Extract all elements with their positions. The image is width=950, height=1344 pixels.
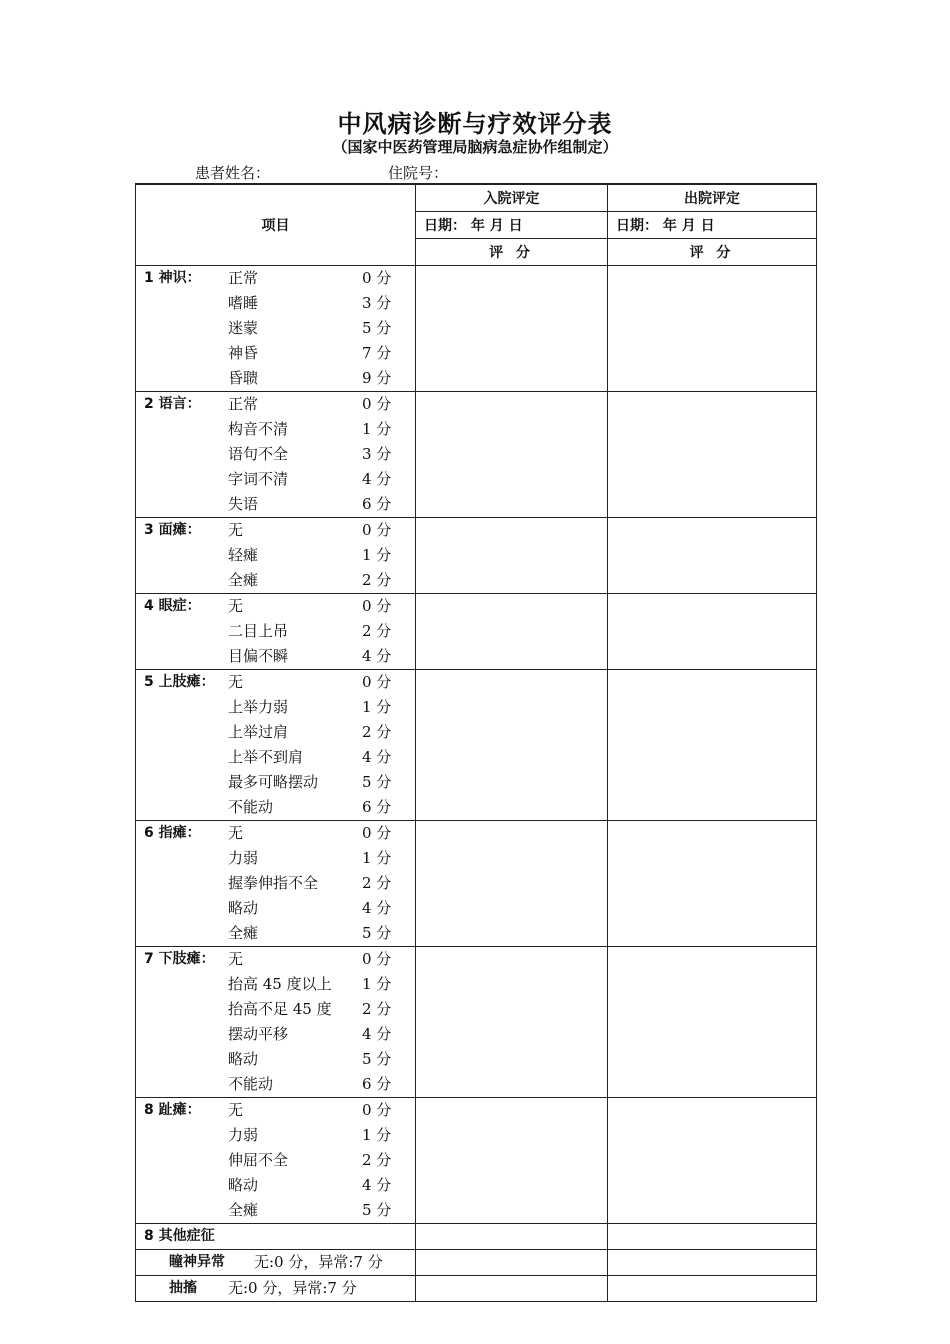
convulsion-label: 抽搐 [169,1279,197,1296]
option-line [136,1098,415,1123]
option-label: 无 [228,520,244,539]
option-label: 全瘫 [228,1200,259,1219]
option-label: 正常 [228,268,259,287]
option-line [136,1123,415,1148]
option-line [136,745,415,770]
admit-date-field[interactable]: 日期： 年 月 日 [416,211,608,238]
option-points: 5 分 [362,1049,392,1068]
option-label: 无 [228,672,244,691]
discharge-score-cell[interactable] [608,265,817,391]
option-points: 5 分 [362,923,392,942]
item-row [136,517,817,593]
discharge-score-cell[interactable] [608,517,817,593]
option-line [136,341,415,366]
option-line [136,695,415,720]
category-label: 4 眼症： [144,597,201,614]
option-points: 0 分 [362,823,392,842]
option-line [136,543,415,568]
option-points: 5 分 [362,318,392,337]
pupil-admit-score[interactable] [416,1249,608,1275]
other-discharge-score[interactable] [608,1223,817,1249]
option-label: 无 [228,596,244,615]
option-line [136,720,415,745]
option-points: 1 分 [362,848,392,867]
option-points: 0 分 [362,1100,392,1119]
category-label: 1 神识： [144,269,201,286]
item-cell [136,1097,416,1223]
admit-score-cell[interactable] [416,669,608,820]
option-line [136,1173,415,1198]
option-points: 4 分 [362,898,392,917]
option-line [136,1072,415,1097]
option-points: 4 分 [362,1024,392,1043]
convulsion-rule: 无:0 分，异常:7 分 [228,1278,357,1297]
convulsion-admit-score[interactable] [416,1275,608,1301]
option-label: 失语 [228,494,259,513]
option-line [136,316,415,341]
option-points: 0 分 [362,672,392,691]
option-points: 9 分 [362,368,392,387]
option-points: 6 分 [362,797,392,816]
option-label: 略动 [228,1175,259,1194]
pupil-abnormal-rule: 无:0 分，异常:7 分 [254,1252,383,1271]
item-cell [136,593,416,669]
option-label: 二目上吊 [228,621,289,640]
option-points: 2 分 [362,570,392,589]
item-row [136,391,817,517]
option-label: 昏聩 [228,368,259,387]
pupil-row-cell [136,1249,416,1275]
discharge-date-field[interactable]: 日期： 年 月 日 [608,211,817,238]
convulsion-row-cell [136,1275,416,1301]
option-line [136,442,415,467]
option-label: 力弱 [228,848,259,867]
option-points: 3 分 [362,293,392,312]
item-cell [136,946,416,1097]
admit-score-cell[interactable] [416,265,608,391]
option-line [136,972,415,997]
option-label: 上举过肩 [228,722,289,741]
option-label: 无 [228,949,244,968]
option-label: 字词不清 [228,469,289,488]
option-line [136,795,415,820]
option-label: 握拳伸指不全 [228,873,319,892]
option-points: 2 分 [362,999,392,1018]
option-points: 1 分 [362,1125,392,1144]
option-points: 3 分 [362,444,392,463]
admit-score-cell[interactable] [416,391,608,517]
discharge-score-cell[interactable] [608,669,817,820]
option-line [136,947,415,972]
pupil-abnormal-label: 瞳神异常 [169,1253,225,1270]
option-points: 2 分 [362,1150,392,1169]
other-heading: 8 其他症征 [144,1227,215,1244]
category-label: 8 趾瘫： [144,1101,201,1118]
option-line [136,997,415,1022]
option-label: 正常 [228,394,259,413]
option-label: 伸屈不全 [228,1150,289,1169]
option-label: 抬高不足 45 度 [228,999,332,1018]
other-admit-score[interactable] [416,1223,608,1249]
option-label: 略动 [228,898,259,917]
option-label: 神昏 [228,343,259,362]
option-points: 0 分 [362,949,392,968]
option-label: 摆动平移 [228,1024,289,1043]
admit-score-header: 评 分 [416,238,608,265]
option-points: 0 分 [362,520,392,539]
item-row [136,1097,817,1223]
form-title: 中风病诊断与疗效评分表 [337,109,613,138]
item-cell [136,265,416,391]
option-points: 4 分 [362,646,392,665]
discharge-eval-header: 出院评定 [608,184,817,211]
option-line [136,896,415,921]
option-points: 2 分 [362,621,392,640]
option-line [136,770,415,795]
option-line [136,518,415,543]
discharge-score-cell[interactable] [608,946,817,1097]
option-line [136,417,415,442]
option-points: 1 分 [362,974,392,993]
category-label: 3 面瘫： [144,521,201,538]
other-heading-cell [136,1223,416,1249]
option-label: 略动 [228,1049,259,1068]
option-label: 迷蒙 [228,318,259,337]
option-line [136,492,415,517]
option-label: 轻瘫 [228,545,259,564]
option-label: 不能动 [228,797,274,816]
option-label: 最多可略摆动 [228,772,319,791]
discharge-score-header: 评 分 [608,238,817,265]
option-line [136,392,415,417]
item-row [136,593,817,669]
item-cell [136,391,416,517]
admit-score-cell[interactable] [416,593,608,669]
option-line [136,1198,415,1223]
item-header: 项目 [136,184,416,265]
option-points: 4 分 [362,1175,392,1194]
admission-number-label: 住院号： [388,164,449,182]
admit-score-cell[interactable] [416,1097,608,1223]
option-line [136,846,415,871]
option-points: 6 分 [362,1074,392,1093]
option-points: 6 分 [362,494,392,513]
discharge-score-cell[interactable] [608,820,817,946]
option-label: 语句不全 [228,444,289,463]
option-points: 4 分 [362,747,392,766]
option-line [136,1047,415,1072]
option-label: 上举不到肩 [228,747,304,766]
item-cell [136,517,416,593]
option-points: 5 分 [362,1200,392,1219]
discharge-score-cell[interactable] [608,391,817,517]
convulsion-discharge-score[interactable] [608,1275,817,1301]
option-label: 全瘫 [228,570,259,589]
discharge-score-cell[interactable] [608,593,817,669]
option-line [136,291,415,316]
category-label: 6 指瘫： [144,824,201,841]
option-points: 1 分 [362,419,392,438]
option-points: 1 分 [362,545,392,564]
option-label: 抬高 45 度以上 [228,974,332,993]
item-cell [136,820,416,946]
item-row [136,265,817,391]
option-points: 2 分 [362,722,392,741]
option-line [136,266,415,291]
option-label: 上举力弱 [228,697,289,716]
option-points: 0 分 [362,596,392,615]
admit-score-cell[interactable] [416,946,608,1097]
option-line [136,871,415,896]
item-row [136,946,817,1097]
option-line [136,644,415,669]
pupil-discharge-score[interactable] [608,1249,817,1275]
option-points: 5 分 [362,772,392,791]
option-line [136,1022,415,1047]
option-line [136,821,415,846]
option-points: 2 分 [362,873,392,892]
option-label: 不能动 [228,1074,274,1093]
admit-score-cell[interactable] [416,820,608,946]
option-line [136,366,415,391]
item-row [136,669,817,820]
option-label: 目偏不瞬 [228,646,289,665]
option-line [136,568,415,593]
option-points: 7 分 [362,343,392,362]
option-label: 全瘫 [228,923,259,942]
category-label: 7 下肢瘫： [144,950,215,967]
option-label: 无 [228,1100,244,1119]
option-line [136,619,415,644]
form-subtitle: （国家中医药管理局脑病急症协作组制定） [332,138,618,156]
option-label: 无 [228,823,244,842]
item-cell [136,669,416,820]
patient-name-label: 患者姓名： [195,164,271,182]
option-points: 1 分 [362,697,392,716]
option-label: 力弱 [228,1125,259,1144]
option-line [136,467,415,492]
evaluation-table [135,183,817,1302]
option-line [136,594,415,619]
option-points: 0 分 [362,394,392,413]
option-points: 4 分 [362,469,392,488]
items-body [136,265,817,1223]
option-line [136,670,415,695]
option-points: 0 分 [362,268,392,287]
option-label: 构音不清 [228,419,289,438]
discharge-score-cell[interactable] [608,1097,817,1223]
item-row [136,820,817,946]
category-label: 2 语言： [144,395,201,412]
admit-score-cell[interactable] [416,517,608,593]
option-line [136,921,415,946]
option-label: 嗜睡 [228,293,259,312]
admit-eval-header: 入院评定 [416,184,608,211]
option-line [136,1148,415,1173]
category-label: 5 上肢瘫： [144,673,215,690]
